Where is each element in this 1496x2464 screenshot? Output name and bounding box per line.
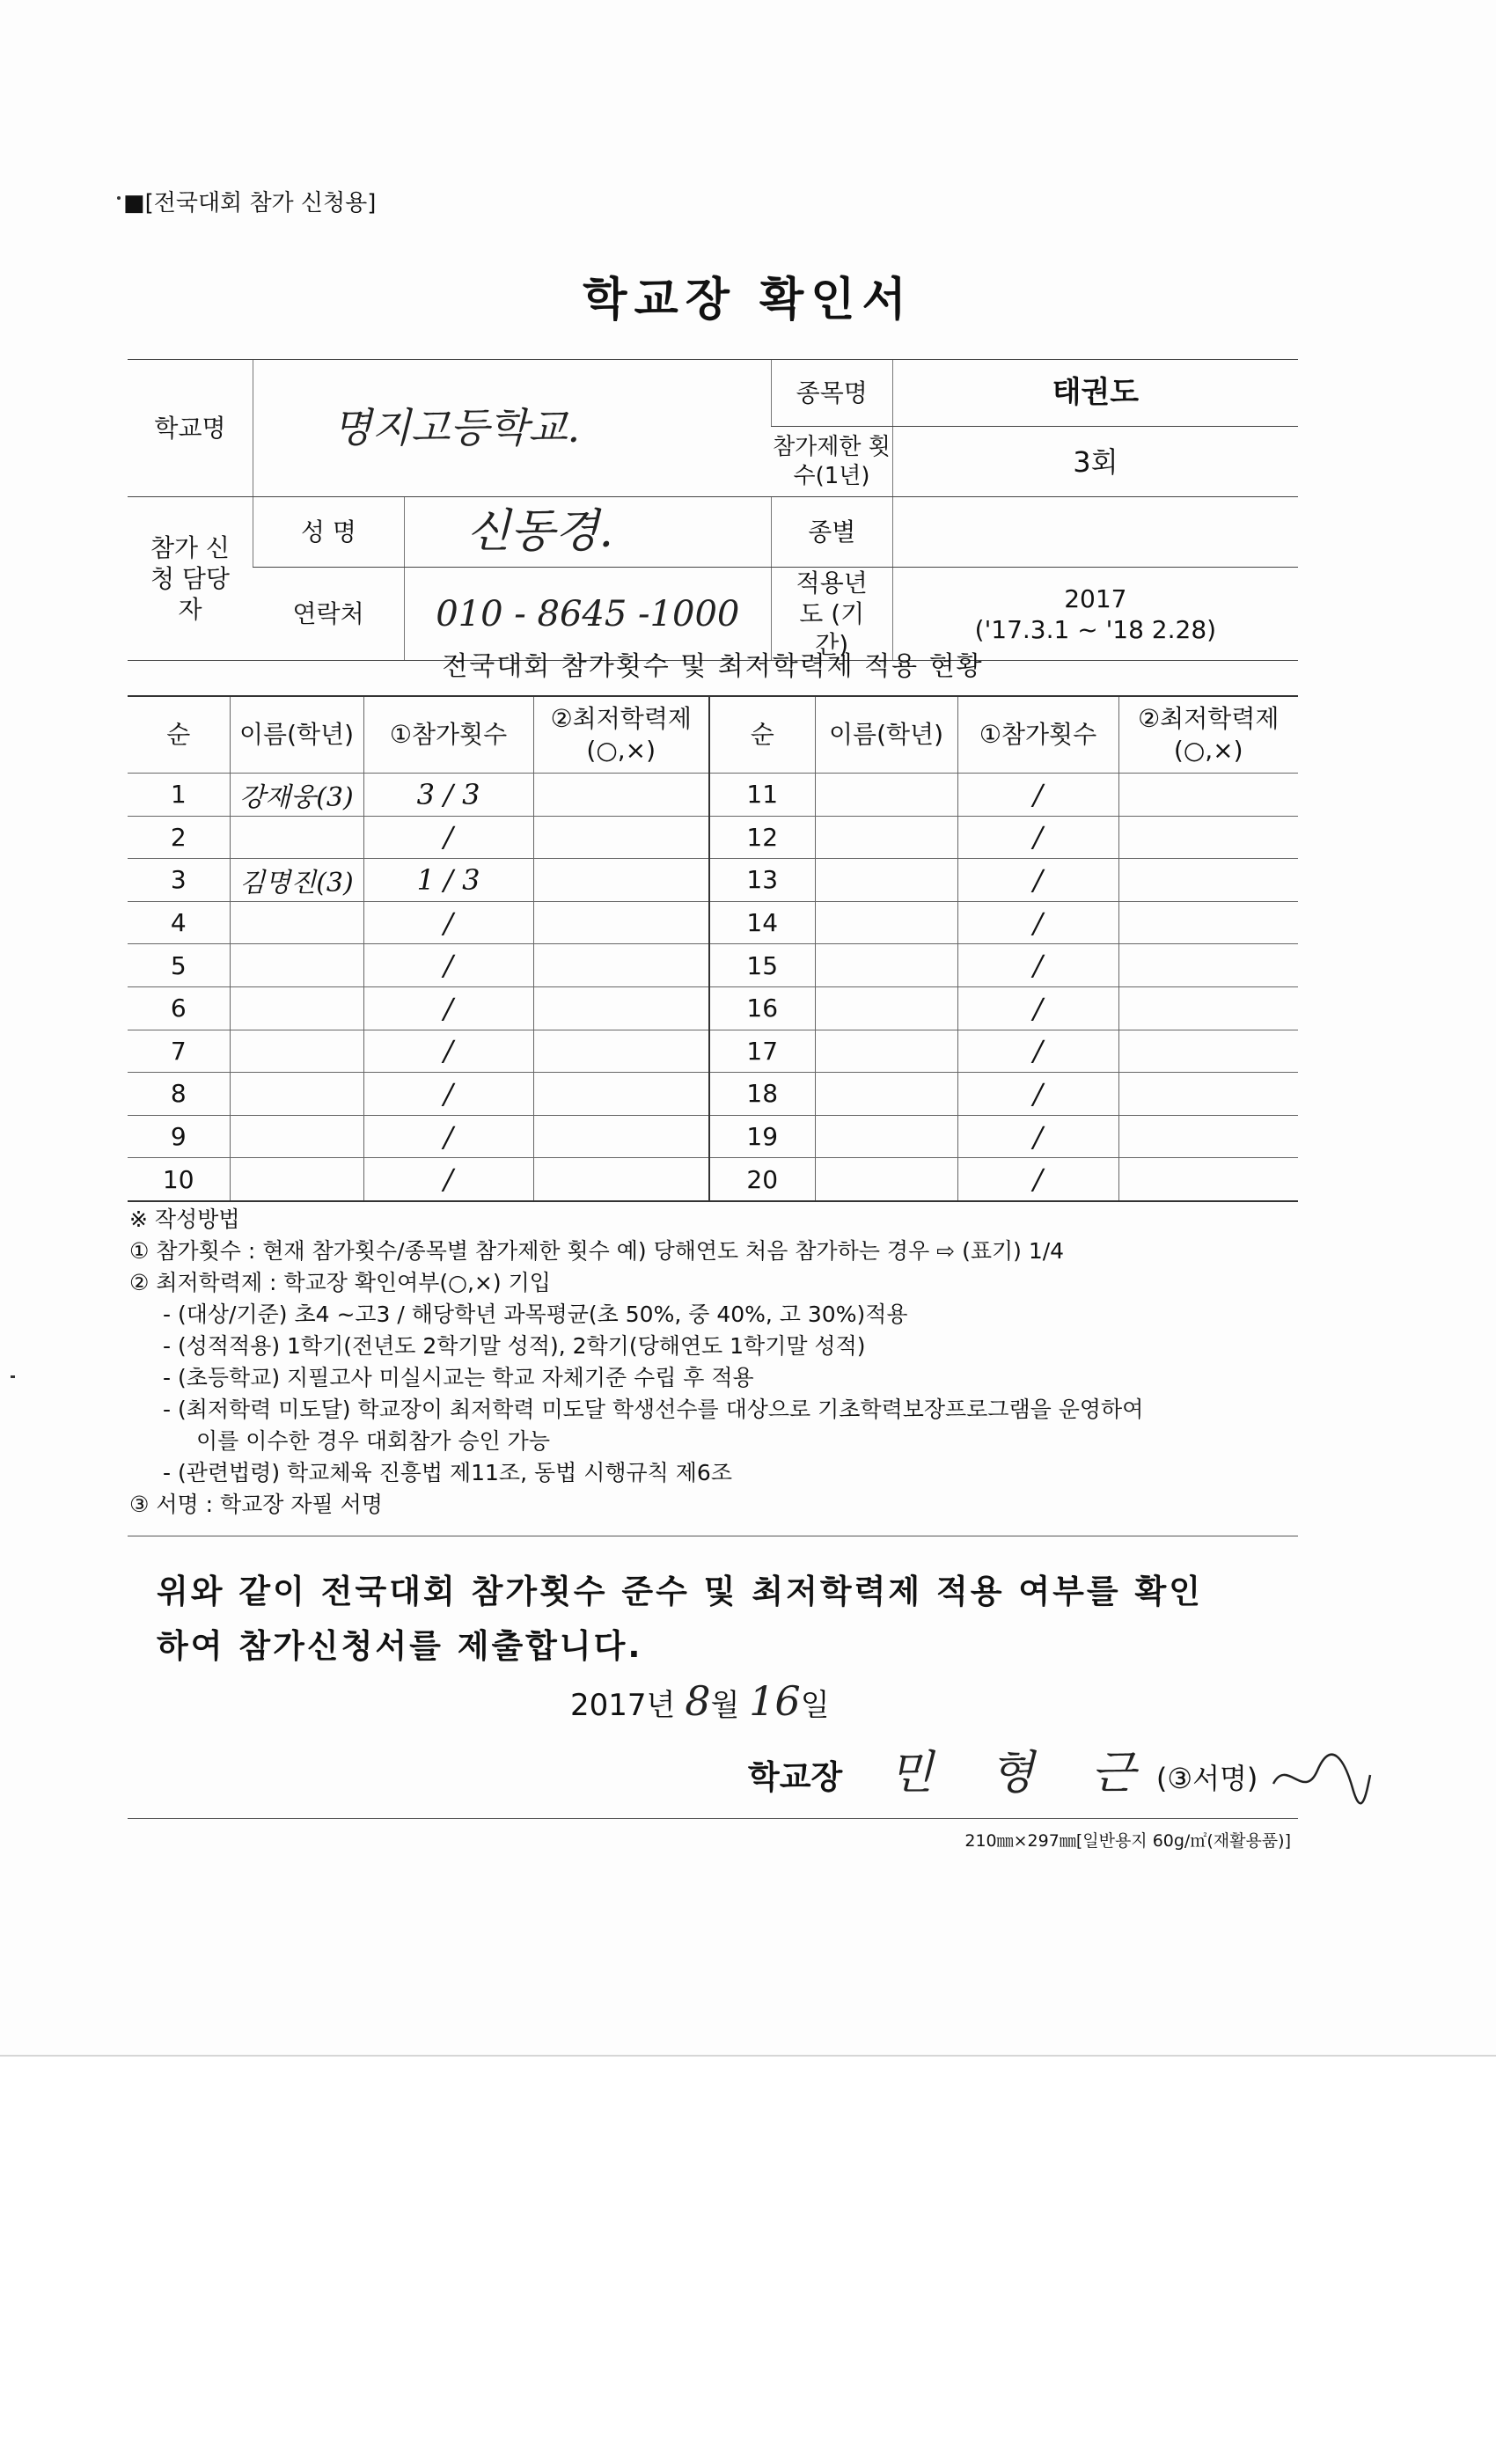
- row-count: /: [363, 944, 533, 987]
- instruction-line: - (최저학력 미도달) 학교장이 최저학력 미도달 학생선수를 대상으로 기초학력보장프로그램을 운영하여: [163, 1397, 1144, 1422]
- divider: [128, 1818, 1298, 1819]
- year-value: 2017: [1064, 583, 1127, 613]
- row-min-grade: [1118, 1115, 1298, 1158]
- row-number: 6: [128, 986, 230, 1030]
- row-number: 9: [128, 1115, 230, 1158]
- row-name: [815, 944, 957, 987]
- instructions-title: ※ 작성방법: [129, 1206, 240, 1232]
- row-number: 5: [128, 944, 230, 987]
- limit-label: 참가제한 횟수(1년): [771, 427, 892, 497]
- row-min-grade: [1118, 859, 1298, 902]
- status-title: 전국대회 참가횟수 및 최저학력제 적용 현황: [442, 651, 984, 682]
- instruction-line: ③ 서명 : 학교장 자필 서명: [129, 1492, 383, 1517]
- row-min-grade: [1118, 986, 1298, 1030]
- row-min-grade: [533, 816, 709, 859]
- date-day: 16: [749, 1677, 801, 1725]
- col-header-name: 이름(학년): [815, 696, 957, 774]
- table-row: [128, 1073, 1298, 1116]
- row-name: [230, 944, 363, 987]
- signature-scribble: [1269, 1749, 1375, 1810]
- row-min-grade: [533, 1115, 709, 1158]
- col-header-name: 이름(학년): [230, 696, 363, 774]
- row-count: /: [363, 1073, 533, 1116]
- row-min-grade: [1118, 1158, 1298, 1201]
- row-number: 20: [709, 1158, 815, 1201]
- col-header-no: 순: [128, 696, 230, 774]
- row-min-grade: [1118, 1073, 1298, 1116]
- row-count: /: [957, 859, 1118, 902]
- row-min-grade: [533, 1030, 709, 1073]
- row-name: [230, 1073, 363, 1116]
- event-value: 태권도: [892, 360, 1298, 427]
- instructions: [129, 1204, 1300, 1521]
- principal-line: [748, 1735, 1375, 1810]
- row-name: [230, 1158, 363, 1201]
- principal-label: 학교장: [748, 1758, 843, 1796]
- row-min-grade: [533, 1158, 709, 1201]
- col-header-min: ②최저학력제 (○,×): [1118, 696, 1298, 774]
- paper-spec-footer: 210㎜×297㎜[일반용지 60g/㎡(재활용품)]: [964, 1831, 1291, 1851]
- row-count: /: [363, 1158, 533, 1201]
- table-row: [128, 859, 1298, 902]
- date-year: 2017년: [570, 1688, 676, 1723]
- row-name: [815, 901, 957, 944]
- row-count: 3 / 3: [363, 774, 533, 817]
- speck: [117, 196, 121, 200]
- table-row: [128, 816, 1298, 859]
- signature-mark: (③서명): [1155, 1762, 1258, 1795]
- confirmation-statement: [157, 1565, 1301, 1674]
- row-count: /: [363, 816, 533, 859]
- row-number: 7: [128, 1030, 230, 1073]
- table-row: [128, 774, 1298, 817]
- status-header-row: [128, 696, 1298, 774]
- row-min-grade: [533, 859, 709, 902]
- row-min-grade: [533, 774, 709, 817]
- row-name: [230, 1030, 363, 1073]
- row-name: 강재웅(3): [230, 774, 363, 817]
- row-name: [815, 859, 957, 902]
- row-number: 19: [709, 1115, 815, 1158]
- row-number: 17: [709, 1030, 815, 1073]
- row-count: /: [957, 1115, 1118, 1158]
- row-count: /: [957, 944, 1118, 987]
- row-number: 15: [709, 944, 815, 987]
- table-row: [128, 1158, 1298, 1201]
- school-label: 학교명: [128, 360, 253, 497]
- event-label: 종목명: [771, 360, 892, 427]
- date-line: [570, 1677, 830, 1725]
- row-min-grade: [533, 1073, 709, 1116]
- row-number: 11: [709, 774, 815, 817]
- instruction-line: ② 최저학력제 : 학교장 확인여부(○,×) 기입: [129, 1270, 551, 1295]
- row-number: 8: [128, 1073, 230, 1116]
- row-count: /: [363, 1115, 533, 1158]
- document-title: 학교장 확인서: [583, 274, 913, 326]
- category-value: [892, 497, 1298, 568]
- row-name: [815, 816, 957, 859]
- instruction-line: - (초등학교) 지필고사 미실시교는 학교 자체기준 수립 후 적용: [163, 1365, 754, 1390]
- instruction-line: - (관련법령) 학교체육 진흥법 제11조, 동법 시행규칙 제6조: [163, 1460, 732, 1485]
- row-name: [230, 901, 363, 944]
- row-number: 13: [709, 859, 815, 902]
- row-count: /: [957, 816, 1118, 859]
- instruction-line: ① 참가횟수 : 현재 참가횟수/종목별 참가제한 횟수 예) 당해연도 처음 참가하는 경우 ⇨ (표기) 1/4: [129, 1238, 1065, 1264]
- row-name: [230, 1115, 363, 1158]
- date-month: 8: [685, 1677, 711, 1725]
- row-name: [815, 1073, 957, 1116]
- principal-name: 민 형 근: [889, 1747, 1156, 1800]
- row-count: /: [363, 901, 533, 944]
- row-name: [815, 1158, 957, 1201]
- speck: [11, 1375, 15, 1378]
- applicant-label: 참가 신청 담당자: [128, 497, 253, 661]
- row-number: 4: [128, 901, 230, 944]
- category-label: 종별: [771, 497, 892, 568]
- row-number: 14: [709, 901, 815, 944]
- row-number: 18: [709, 1073, 815, 1116]
- row-name: [815, 1030, 957, 1073]
- row-count: /: [957, 1073, 1118, 1116]
- date-month-unit: 월: [710, 1688, 740, 1723]
- row-count: /: [363, 986, 533, 1030]
- confirmation-line: 하여 참가신청서를 제출합니다.: [157, 1627, 643, 1665]
- table-row: [128, 944, 1298, 987]
- row-count: 1 / 3: [363, 859, 533, 902]
- school-value: 명지고등학교.: [253, 360, 771, 497]
- limit-value: 3회: [892, 427, 1298, 497]
- row-min-grade: [1118, 816, 1298, 859]
- header-note: ■[전국대회 참가 신청용]: [123, 190, 377, 216]
- contact-value: 010 - 8645 -1000: [404, 568, 771, 661]
- instruction-line: - (대상/기준) 초4 ~고3 / 해당학년 과목평균(초 50%, 중 40%, 고 30%)적용: [163, 1302, 908, 1327]
- row-name: 김명진(3): [230, 859, 363, 902]
- row-number: 1: [128, 774, 230, 817]
- row-count: /: [957, 901, 1118, 944]
- row-number: 16: [709, 986, 815, 1030]
- row-name: [230, 816, 363, 859]
- instruction-line: - (성적적용) 1학기(전년도 2학기말 성적), 2학기(당해연도 1학기말 성적): [163, 1333, 866, 1359]
- row-count: /: [957, 986, 1118, 1030]
- year-label: 적용년도 (기간): [771, 568, 892, 661]
- table-row: [128, 1030, 1298, 1073]
- row-name: [815, 986, 957, 1030]
- row-name: [230, 986, 363, 1030]
- col-header-count: ①참가횟수: [363, 696, 533, 774]
- row-count: /: [957, 1158, 1118, 1201]
- col-header-count: ①참가횟수: [957, 696, 1118, 774]
- row-number: 2: [128, 816, 230, 859]
- table-row: [128, 901, 1298, 944]
- contact-label: 연락처: [253, 568, 404, 661]
- period-value: ('17.3.1 ~ '18 2.28): [974, 614, 1217, 644]
- row-min-grade: [533, 901, 709, 944]
- col-header-no: 순: [709, 696, 815, 774]
- name-value: 신동경.: [404, 497, 771, 568]
- date-day-unit: 일: [800, 1688, 830, 1723]
- confirmation-line: 위와 같이 전국대회 참가횟수 준수 및 최저학력제 적용 여부를 확인: [157, 1573, 1203, 1610]
- info-table: [128, 359, 1298, 661]
- name-label: 성 명: [253, 497, 404, 568]
- col-header-min: ②최저학력제 (○,×): [533, 696, 709, 774]
- row-name: [815, 774, 957, 817]
- row-count: /: [957, 774, 1118, 817]
- table-row: [128, 1115, 1298, 1158]
- row-min-grade: [1118, 1030, 1298, 1073]
- table-row: [128, 986, 1298, 1030]
- row-min-grade: [1118, 944, 1298, 987]
- status-table: [128, 695, 1298, 1202]
- row-count: /: [363, 1030, 533, 1073]
- row-number: 10: [128, 1158, 230, 1201]
- row-min-grade: [1118, 901, 1298, 944]
- row-name: [815, 1115, 957, 1158]
- row-min-grade: [533, 944, 709, 987]
- row-min-grade: [533, 986, 709, 1030]
- row-number: 3: [128, 859, 230, 902]
- row-count: /: [957, 1030, 1118, 1073]
- row-number: 12: [709, 816, 815, 859]
- row-min-grade: [1118, 774, 1298, 817]
- instruction-line: 이를 이수한 경우 대회참가 승인 가능: [196, 1428, 550, 1454]
